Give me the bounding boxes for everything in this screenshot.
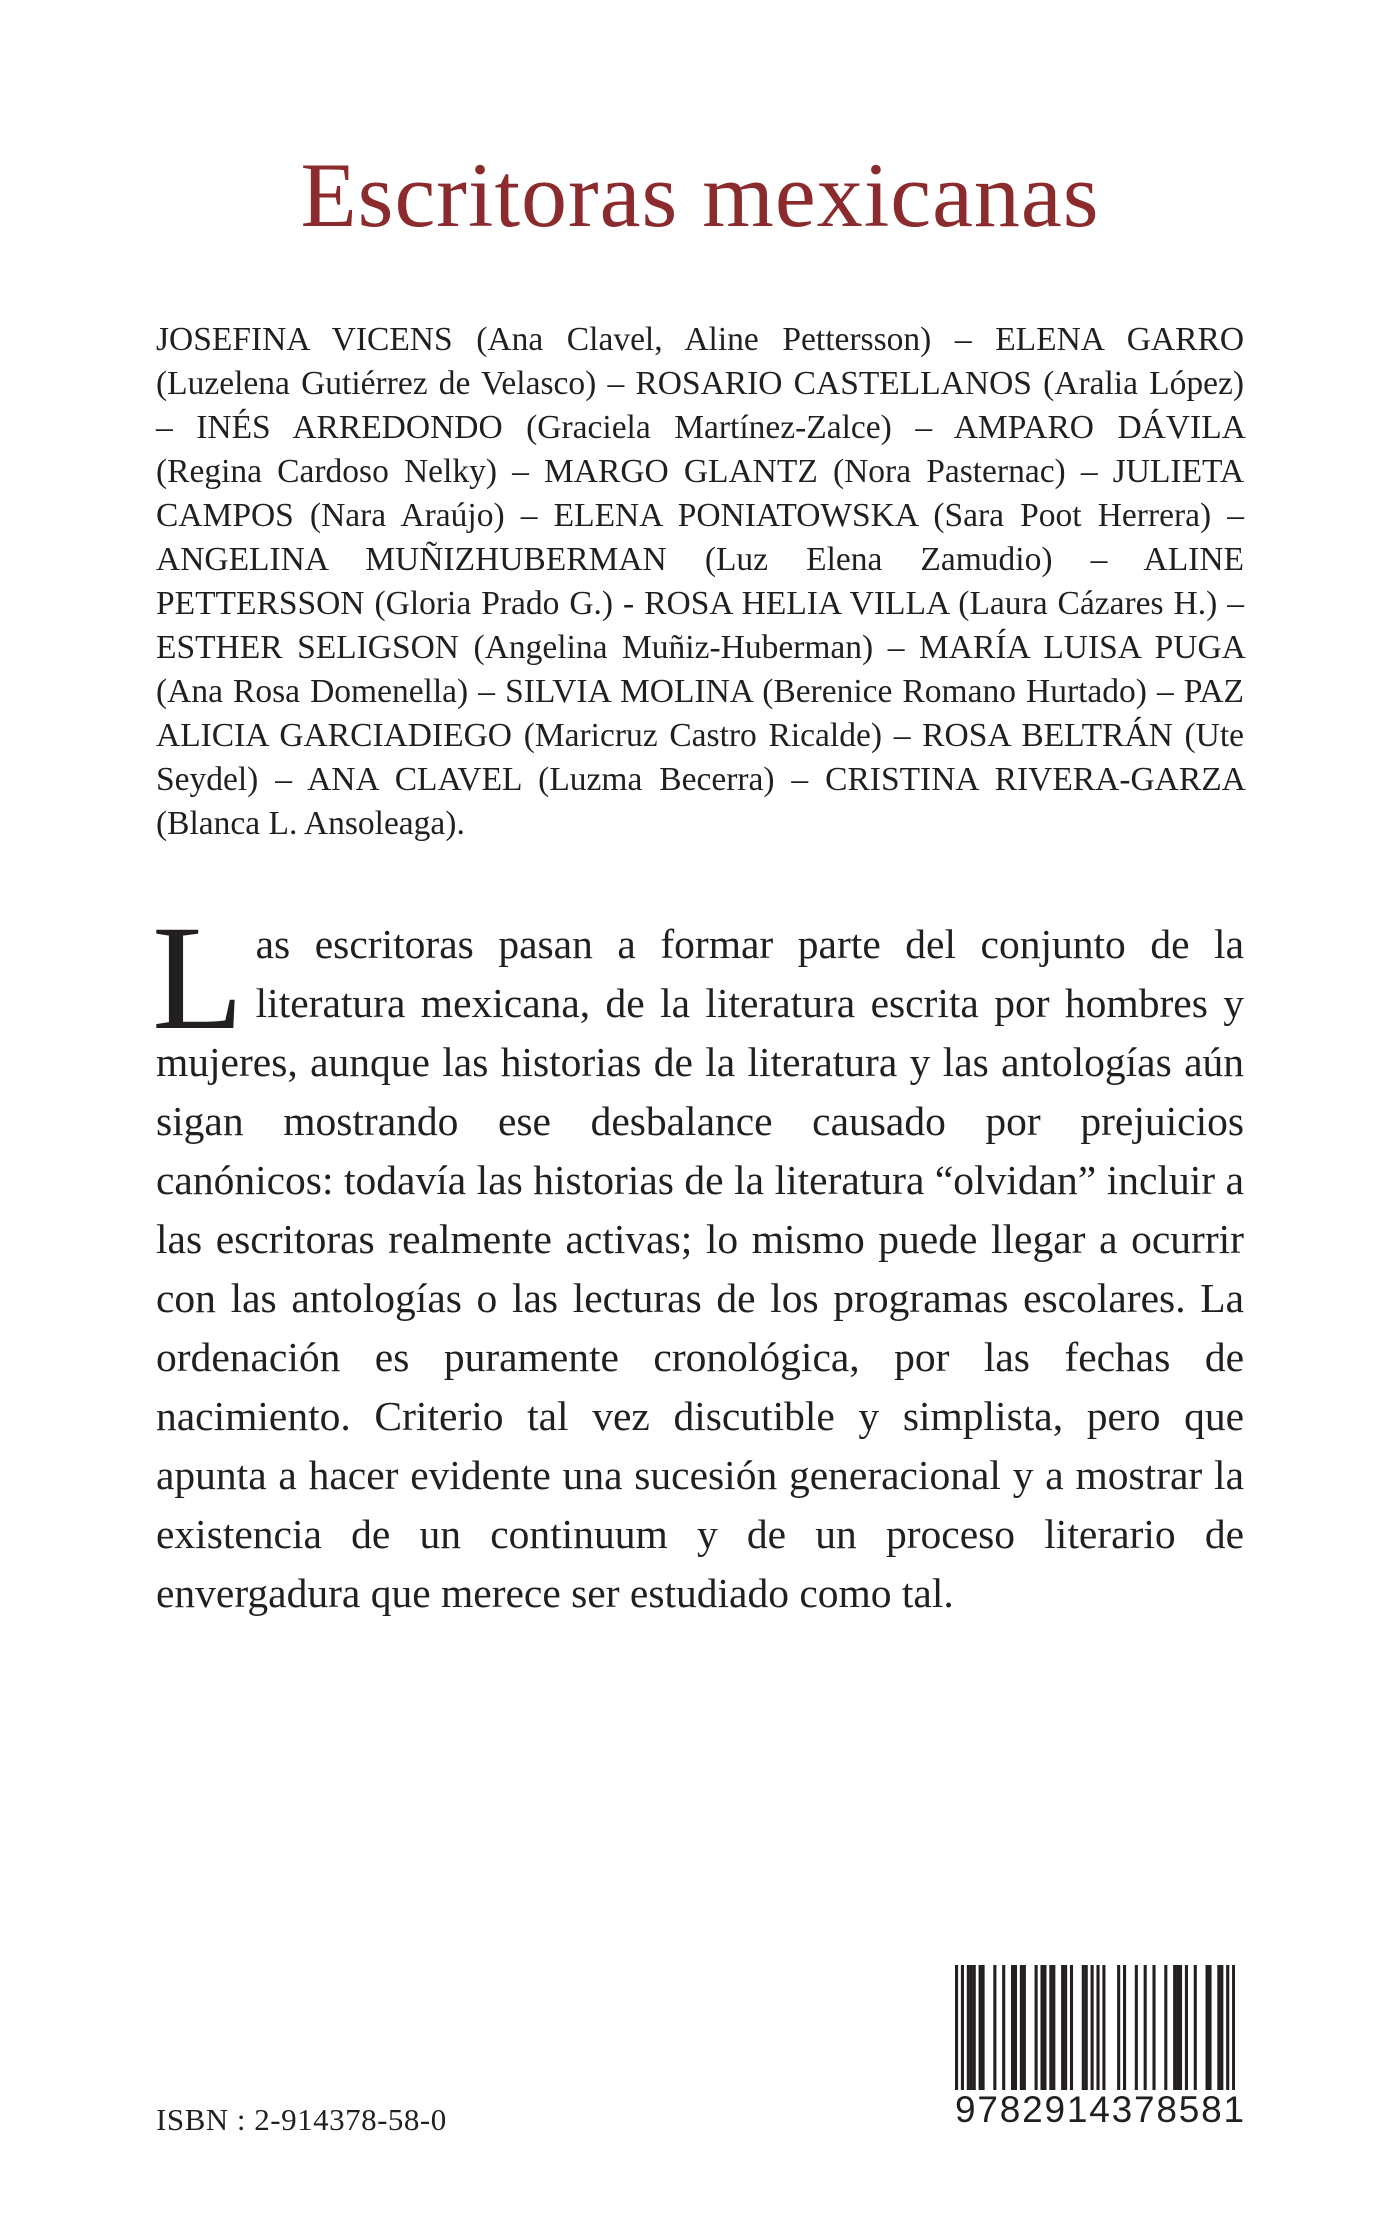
barcode-bar — [1091, 1965, 1094, 2090]
contents-critic: (Nora Pasternac) — [832, 453, 1066, 490]
contents-critic: (Graciela Martínez-Zalce) — [526, 409, 892, 446]
contents-author: ROSA HELIA VILLA — [644, 585, 949, 622]
contents-separator: – — [1217, 585, 1244, 622]
contents-author: INÉS ARREDONDO — [196, 409, 503, 446]
barcode — [955, 1965, 1246, 2130]
contents-separator: – — [1211, 497, 1245, 534]
contents-author: ANGELINA MUÑIZHUBERMAN — [156, 541, 667, 578]
barcode-bar — [1194, 1965, 1197, 2090]
contents-author: ANA CLAVEL — [307, 761, 522, 798]
barcode-bar — [1176, 1965, 1179, 2090]
contents-author: ESTHER SELIGSON — [156, 629, 460, 666]
contents-critic: (Maricruz Castro Ricalde) — [523, 717, 882, 754]
contents-separator: – — [504, 497, 554, 534]
barcode-bar — [967, 1965, 970, 2090]
contents-author: AMPARO DÁVILA — [953, 409, 1245, 446]
barcode-bar — [1232, 1965, 1235, 2090]
contents-critic: (Luzelena Gutiérrez de Velasco) — [156, 365, 597, 402]
barcode-bar — [1179, 1965, 1182, 2090]
contents-author: MARGO GLANTZ — [544, 453, 818, 490]
barcode-bar — [1049, 1965, 1052, 2090]
barcode-bar — [1035, 1965, 1038, 2090]
contents-critic: (Aralia López) — [1043, 365, 1244, 402]
contents-author: JOSEFINA VICENS — [156, 321, 453, 358]
barcode-bar — [961, 1965, 964, 2090]
barcode-bar — [1208, 1965, 1211, 2090]
barcode-bar — [1135, 1965, 1138, 2090]
contents-critic: (Ute Seydel) — [156, 717, 1245, 798]
barcode-bar — [1164, 1965, 1167, 2090]
contents-separator: – — [873, 629, 919, 666]
barcode-bar — [1117, 1965, 1120, 2090]
contents-critic: (Berenice Romano Hurtado) — [762, 673, 1147, 710]
contents-author: SILVIA MOLINA — [505, 673, 753, 710]
contents-critic: (Angelina Muñiz-Huberman) — [473, 629, 874, 666]
barcode-bars — [955, 1965, 1235, 2090]
contents-critic: (Ana Clavel, Aline Pettersson) — [476, 321, 932, 358]
barcode-bar — [1085, 1965, 1088, 2090]
contents-author: ELENA GARRO — [995, 321, 1245, 358]
book-title: Escritoras mexicanas — [300, 144, 1100, 246]
barcode-bar — [1023, 1965, 1026, 2090]
barcode-bar — [955, 1965, 958, 2090]
contents-separator: – — [1065, 453, 1113, 490]
barcode-bar — [1220, 1965, 1223, 2090]
contents-author: ROSA BELTRÁN — [922, 717, 1173, 754]
contents-author: ALINE PETTERSSON — [156, 541, 1244, 622]
contents-author: MARÍA LUISA PUGA — [919, 629, 1245, 666]
contents-critic: (Blanca L. Ansoleaga). — [156, 805, 465, 842]
contents-critic: (Gloria Prado G.) — [374, 585, 614, 622]
barcode-bar — [1096, 1965, 1099, 2090]
contents-author: CRISTINA RIVERA-GARZA — [825, 761, 1245, 798]
contents-critic: (Laura Cázares H.) — [958, 585, 1218, 622]
barcode-bar — [1020, 1965, 1023, 2090]
contents-separator: – — [774, 761, 826, 798]
contents-author: JULIETA CAMPOS — [156, 453, 1245, 534]
barcode-bar — [1152, 1965, 1155, 2090]
barcode-bar — [1064, 1965, 1067, 2090]
contents-critic: (Regina Cardoso Nelky) — [156, 453, 497, 490]
barcode-bar — [1052, 1965, 1055, 2090]
barcode-bar — [993, 1965, 996, 2090]
barcode-bar — [1011, 1965, 1014, 2090]
contents-separator: – — [496, 453, 544, 490]
contents-author: ROSARIO CASTELLANOS — [635, 365, 1032, 402]
contents-separator: – — [596, 365, 636, 402]
barcode-bar — [970, 1965, 973, 2090]
barcode-bar — [1123, 1965, 1126, 2090]
barcode-digits: 9782914378581 — [955, 2089, 1246, 2130]
contents-critic: (Luzma Becerra) — [538, 761, 775, 798]
barcode-bar — [1226, 1965, 1229, 2090]
barcode-bar — [1217, 1965, 1220, 2090]
barcode-bar — [1144, 1965, 1147, 2090]
blurb-text: as escritoras pasan a formar parte del conjunto de la literatura mexicana, de la literatura escrita por hombres y mujeres, aunque las historias de la literatura y las antologías aún sigan mostrando ese desbalance causado por prejuicios canónicos: todavía las historias de la literatura “olvidan” incluir a las escritoras realmente activas; lo mismo puede llegar a ocurrir con las antologías o las lecturas de los programas escolares. La ordenación es puramente cronológica, por las fechas de nacimiento. Criterio tal vez discutible y simplista, pero que apunta a hacer evidente una sucesión generacional y a mostrar la existencia de un continuum y de un proceso literario de envergadura que merece ser estudiado como tal. — [156, 921, 1244, 1616]
contents-separator: – — [1146, 673, 1184, 710]
contents-separator: – — [891, 409, 954, 446]
contents-separator: – — [468, 673, 506, 710]
contents-separator: – — [1052, 541, 1144, 578]
barcode-bar — [973, 1965, 976, 2090]
blurb-paragraph — [152, 895, 1244, 1623]
isbn: ISBN : 2-914378-58-0 — [156, 2102, 447, 2137]
drop-cap: L — [152, 895, 244, 1061]
barcode-bar — [1206, 1965, 1209, 2090]
contents-critic: (Luz Elena Zamudio) — [704, 541, 1053, 578]
contents-separator: – — [156, 409, 197, 446]
contents-author: ELENA PONIATOWSKA — [553, 497, 918, 534]
contents-critic: (Sara Poot Herrera) — [933, 497, 1212, 534]
barcode-bar — [1043, 1965, 1046, 2090]
barcode-bar — [1014, 1965, 1017, 2090]
contents-separator: - — [613, 585, 645, 622]
barcode-bar — [1082, 1965, 1085, 2090]
contents-author: PAZ ALICIA GARCIADIEGO — [156, 673, 1245, 754]
contents-critic: (Ana Rosa Domenella) — [156, 673, 469, 710]
barcode-bar — [1102, 1965, 1105, 2090]
barcode-bar — [979, 1965, 982, 2090]
barcode-bar — [982, 1965, 985, 2090]
barcode-bar — [1185, 1965, 1188, 2090]
contents-critic: (Nara Araújo) — [309, 497, 505, 534]
contents-separator: – — [931, 321, 996, 358]
barcode-bar — [1070, 1965, 1073, 2090]
barcode-bar — [1173, 1965, 1176, 2090]
contents-separator: – — [881, 717, 923, 754]
contents-separator: – — [258, 761, 308, 798]
barcode-bar — [1002, 1965, 1005, 2090]
barcode-bar — [1061, 1965, 1064, 2090]
barcode-bar — [1040, 1965, 1043, 2090]
contents-list — [156, 318, 1244, 846]
